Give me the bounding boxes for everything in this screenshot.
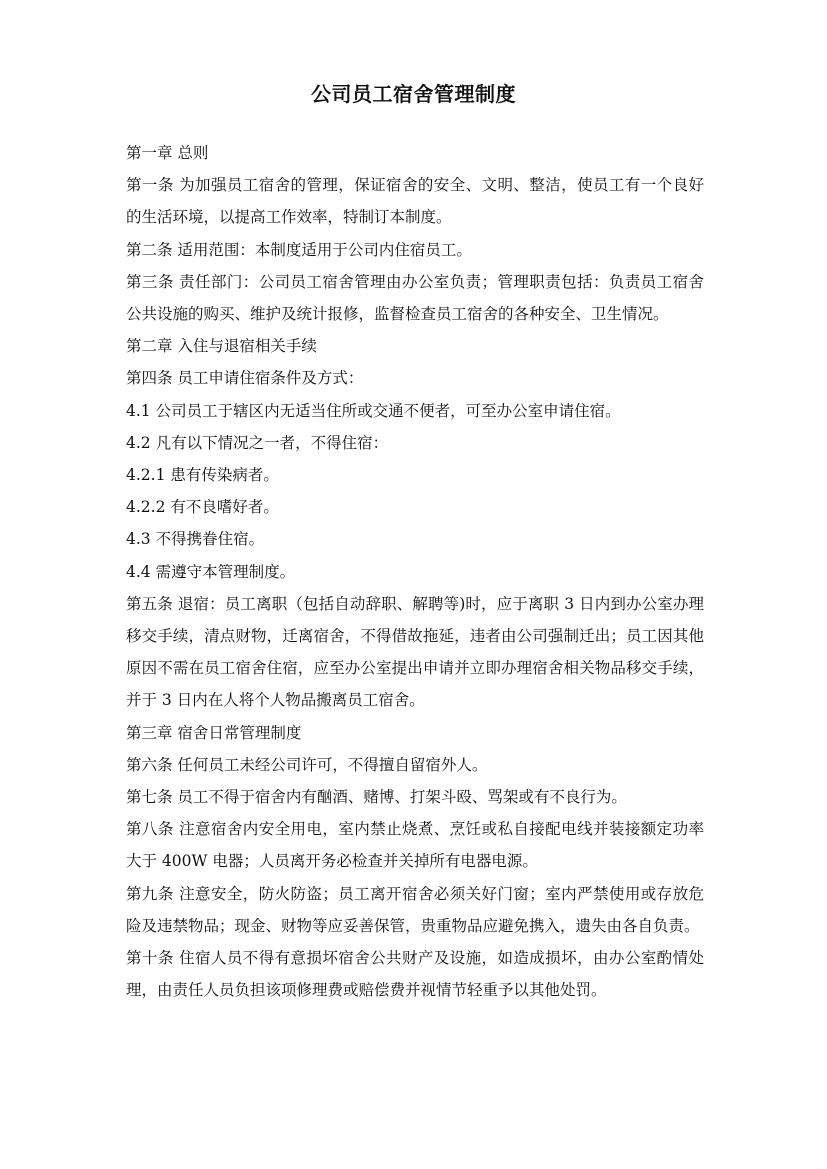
- article-5: 第五条 退宿：员工离职（包括自动辞职、解聘等)时，应于离职 3 日内到办公室办理移交手续，清点财物，迁离宿舍，不得借故拖延，违者由公司强制迁出；员工因其他原因不需在员工宿舍住宿，应至办公室提出申请并立即办理宿舍相关物品移交手续，并于 3 日内在人将个人物品搬离员工宿舍。: [126, 594, 704, 710]
- document-title: 公司员工宿舍管理制度: [311, 82, 516, 106]
- chapter-heading-1: 第一章 总则: [126, 144, 209, 162]
- article-6: 第六条 任何员工未经公司许可，不得擅自留宿外人。: [126, 755, 488, 774]
- article-10: 第十条 住宿人员不得有意损坏宿舍公共财产及设施，如造成损坏，由办公室酌情处理，由责任人员负担该项修理费或赔偿费并视情节轻重予以其他处罚。: [126, 949, 704, 1000]
- clause-4-2: 4.2 凡有以下情况之一者，不得住宿：: [126, 433, 389, 452]
- article-4: 第四条 员工申请住宿条件及方式：: [126, 369, 364, 388]
- chapter-heading-3: 第三章 宿舍日常管理制度: [126, 723, 302, 742]
- clause-4-2-2: 4.2.2 有不良嗜好者。: [126, 498, 279, 517]
- document-body: [126, 137, 704, 1006]
- article-3: 第三条 责任部门：公司员工宿舍管理由办公室负责；管理职责包括：负责员工宿舍公共设施的购买、维护及统计报修，监督检查员工宿舍的各种安全、卫生情况。: [126, 272, 704, 324]
- article-9: 第九条 注意安全，防火防盗；员工离开宿舍必须关好门窗；室内严禁使用或存放危险及违禁物品；现金、财物等应妥善保管，贵重物品应避免携入，遗失由各自负责。: [126, 884, 704, 935]
- article-2: 第二条 适用范围：本制度适用于公司内住宿员工。: [126, 240, 472, 259]
- chapter-heading-2: 第二章 入住与退宿相关手续: [126, 337, 317, 356]
- clause-4-3: 4.3 不得携眷住宿。: [126, 530, 265, 549]
- article-1: 第一条 为加强员工宿舍的管理，保证宿舍的安全、文明、整洁，使员工有一个良好的生活环境，以提高工作效率，特制订本制度。: [126, 176, 704, 227]
- clause-4-2-1: 4.2.1 患有传染病者。: [126, 466, 279, 485]
- article-8: 第八条 注意宿舍内安全用电，室内禁止烧煮、烹饪或私自接配电线并装接额定功率大于 400W 电器；人员离开务必检查并关掉所有电器电源。: [126, 820, 704, 871]
- clause-4-4: 4.4 需遵守本管理制度。: [126, 562, 296, 581]
- article-7: 第七条 员工不得于宿舍内有酗酒、赌博、打架斗殴、骂架或有不良行为。: [126, 788, 627, 807]
- clause-4-1: 4.1 公司员工于辖区内无适当住所或交通不便者，可至办公室申请住宿。: [126, 401, 621, 420]
